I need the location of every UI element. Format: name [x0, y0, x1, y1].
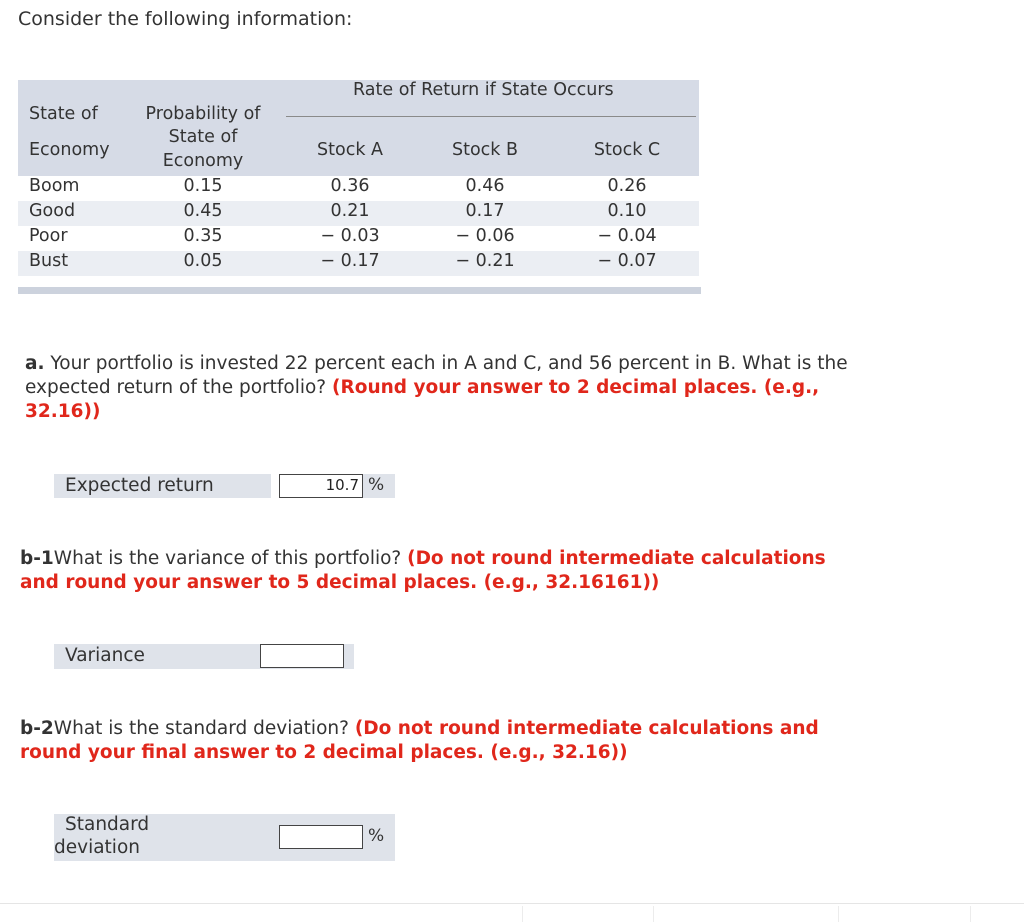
col-header-stock-c: Stock C [593, 140, 661, 160]
table-cell-c: 0.26 [607, 176, 647, 196]
col-header-prob-1: Probability of [145, 104, 261, 124]
variance-input[interactable] [260, 644, 344, 668]
table-cell-state: Bust [29, 251, 69, 271]
question-a [25, 352, 865, 424]
std-dev-input[interactable] [279, 825, 363, 849]
question-b2-label: b-2 [20, 718, 54, 739]
question-b1-hint: (Do not round intermediate calculations and round your answer to 5 decimal places. (e.g., 32.16161)) [20, 548, 826, 593]
table-cell-prob: 0.15 [183, 176, 223, 196]
col-header-state-1: State of [29, 104, 98, 124]
table-cell-c: 0.10 [607, 201, 647, 221]
returns-table [18, 80, 699, 276]
question-a-label: a. [25, 353, 45, 374]
table-cell-prob: 0.05 [183, 251, 223, 271]
intro-text: Consider the following information: [18, 8, 353, 30]
question-a-text: Your portfolio is invested 22 percent each in A and C, and 56 percent in B. What is the expected return of the portfolio? [25, 353, 848, 398]
table-cell-a: − 0.17 [320, 251, 380, 271]
table-cell-state: Good [29, 201, 76, 221]
percent-sign: % [368, 475, 385, 495]
footer-divider [0, 903, 1024, 904]
col-header-state-2: Economy [29, 140, 110, 160]
question-b1 [20, 547, 860, 595]
expected-return-unit-box [363, 474, 395, 498]
table-bottom-rule [18, 287, 701, 294]
table-cell-a: 0.21 [330, 201, 370, 221]
expected-return-label-box [54, 474, 271, 498]
group-header: Rate of Return if State Occurs [353, 80, 614, 100]
question-b2-text: What is the standard deviation? [53, 718, 349, 739]
table-cell-b: 0.46 [465, 176, 505, 196]
table-cell-a: 0.36 [330, 176, 370, 196]
percent-sign: % [368, 826, 385, 846]
question-b2-hint: (Do not round intermediate calculations and round your final answer to 2 decimal places. (e.g., 32.16)) [20, 718, 819, 763]
std-dev-label-line1: Standard [65, 814, 150, 835]
footer-divider-tick [653, 906, 654, 922]
col-header-stock-b: Stock B [451, 140, 518, 160]
table-cell-state: Boom [29, 176, 80, 196]
expected-return-input[interactable]: 10.7 [279, 474, 363, 498]
std-dev-unit-box [363, 814, 395, 861]
table-cell-b: − 0.21 [455, 251, 515, 271]
table-cell-state: Poor [29, 226, 68, 246]
footer-divider-tick [970, 906, 971, 922]
col-header-prob-2: State of [168, 127, 238, 147]
footer-divider-tick [522, 906, 523, 922]
table-cell-c: − 0.07 [597, 251, 657, 271]
table-cell-b: − 0.06 [455, 226, 515, 246]
question-a-hint: (Round your answer to 2 decimal places. (e.g., 32.16)) [25, 377, 820, 422]
table-cell-prob: 0.35 [183, 226, 223, 246]
question-b2 [20, 717, 870, 765]
variance-label: Variance [65, 645, 145, 666]
col-header-prob-3: Economy [162, 151, 244, 171]
footer-divider-tick [838, 906, 839, 922]
question-b1-label: b-1 [20, 548, 54, 569]
col-header-stock-a: Stock A [317, 140, 383, 160]
table-cell-b: 0.17 [465, 201, 505, 221]
table-cell-c: − 0.04 [597, 226, 657, 246]
expected-return-label: Expected return [65, 475, 214, 496]
table-cell-a: − 0.03 [320, 226, 380, 246]
std-dev-label-line2: deviation [54, 837, 140, 858]
question-b1-text: What is the variance of this portfolio? [53, 548, 402, 569]
table-cell-prob: 0.45 [183, 201, 223, 221]
group-header-rule [286, 116, 696, 117]
